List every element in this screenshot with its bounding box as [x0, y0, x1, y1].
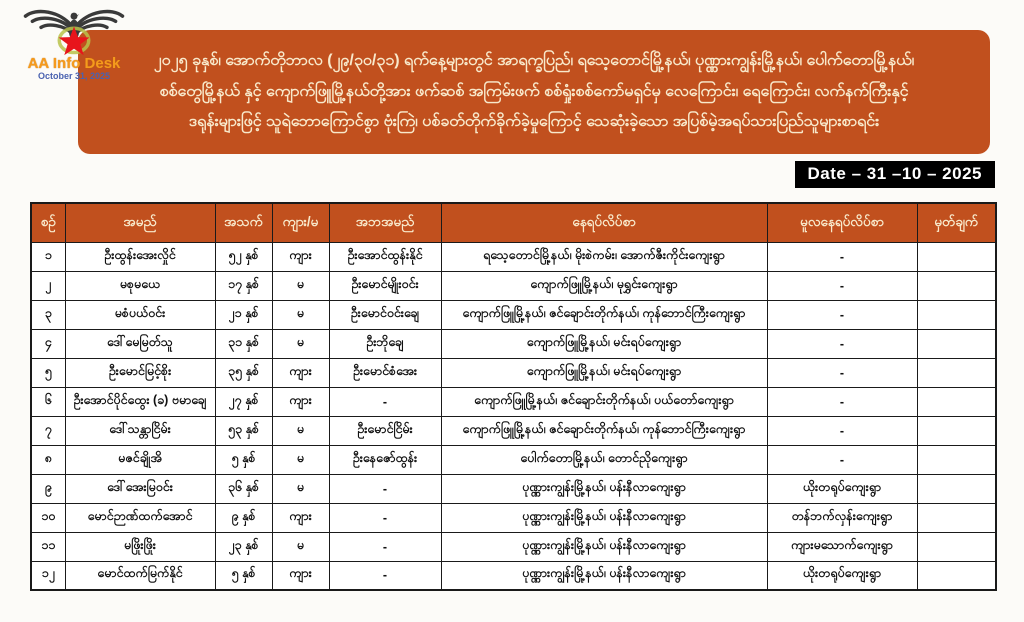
table-cell: ၂၁ နှစ် [215, 300, 272, 329]
table-cell: ပေါက်တောမြို့နယ်၊ တောင်ညိုကျေးရွာ [441, 445, 767, 474]
table-cell: တန်ဘက်လှန်းကျေးရွာ [767, 503, 917, 532]
table-cell: ၄ [31, 329, 65, 358]
table-cell: ၃၆ နှစ် [215, 474, 272, 503]
table-row [31, 329, 996, 358]
table-cell: ၂၃ နှစ် [215, 532, 272, 561]
table-cell: မ [272, 445, 329, 474]
table-cell: ကျား [272, 503, 329, 532]
table-cell: - [329, 387, 441, 416]
table-cell: ၂၇ နှစ် [215, 387, 272, 416]
table-row [31, 532, 996, 561]
table-cell: မ [272, 474, 329, 503]
table-cell: ဒေါ်အေးမြဝင်း [65, 474, 215, 503]
table-row [31, 271, 996, 300]
column-header: နေရပ်လိပ်စာ [441, 203, 767, 242]
table-cell: ဦးထွန်းအေးလှိုင် [65, 242, 215, 271]
table-cell [917, 358, 996, 387]
table-cell [917, 532, 996, 561]
table-body [31, 242, 996, 590]
table-row [31, 387, 996, 416]
table-row [31, 474, 996, 503]
column-header: အသက် [215, 203, 272, 242]
table-cell: မ [272, 271, 329, 300]
column-header: ကျား/မ [272, 203, 329, 242]
table-cell: ကျောက်ဖြူမြို့နယ်၊ ဇင်ချောင်းတိုက်နယ်၊ ပယ်တော်ကျေးရွာ [441, 387, 767, 416]
table-cell: မ [272, 532, 329, 561]
table-cell: ၅၂ နှစ် [215, 242, 272, 271]
table-cell: မစံပယ်ဝင်း [65, 300, 215, 329]
table-cell: ကျောက်ဖြူမြို့နယ်၊ မင်းရပ်ကျေးရွာ [441, 358, 767, 387]
table-cell: ၅ နှစ် [215, 561, 272, 590]
table-cell: ကျားမသောက်ကျေးရွာ [767, 532, 917, 561]
table-cell: မဇင်ချိုအိ [65, 445, 215, 474]
table-cell: ကျား [272, 561, 329, 590]
table-cell: - [767, 300, 917, 329]
column-header: မှတ်ချက် [917, 203, 996, 242]
table-cell: ဦးမောင်မြင့်စိုး [65, 358, 215, 387]
table-cell: မောင်ထက်မြက်နိုင် [65, 561, 215, 590]
column-header: စဉ် [31, 203, 65, 242]
table-cell: ဦးအောင်ပိုင်ထွေး (ခ) ဗမာချေ [65, 387, 215, 416]
table-cell: ကျား [272, 358, 329, 387]
table-cell: - [767, 242, 917, 271]
table-cell: ၈ [31, 445, 65, 474]
table-cell: ကျား [272, 387, 329, 416]
table-cell: ၁၁ [31, 532, 65, 561]
column-header: အဘအမည် [329, 203, 441, 242]
table-cell: - [329, 532, 441, 561]
table-cell: ဦးဘိုချေ [329, 329, 441, 358]
table-cell: - [767, 416, 917, 445]
table-cell: မစုမယေ [65, 271, 215, 300]
table-cell: မ [272, 329, 329, 358]
table-row [31, 416, 996, 445]
table-cell [917, 300, 996, 329]
table-cell: ၁ [31, 242, 65, 271]
table-cell: - [767, 271, 917, 300]
table-row [31, 300, 996, 329]
table-cell: ပုဏ္ဏားကျွန်းမြို့နယ်၊ ပန်းနီလာကျေးရွာ [441, 532, 767, 561]
banner-line: စစ်တွေမြို့နယ် နှင့် ကျောက်ဖြူမြို့နယ်တို့အား ဖက်ဆစ် အကြမ်းဖက် စစ်ရှုံးစစ်ကော်မရှင်မှ လေကြောင်း၊ ရေကြောင်း၊ လက်နက်ကြီးနှင့် [159, 82, 909, 100]
table-cell: ပုဏ္ဏားကျွန်းမြို့နယ်၊ ပန်းနီလာကျေးရွာ [441, 474, 767, 503]
logo-date-text: October 31, 2025 [37, 70, 111, 81]
table-cell: ၃၁ နှစ် [215, 329, 272, 358]
table-cell: ၁၂ [31, 561, 65, 590]
table-cell: ဦးနေဇော်ထွန်း [329, 445, 441, 474]
banner-line: ဒရုန်းများဖြင့် သူရဲဘောကြောင်စွာ ဗုံးကြဲ၊ ပစ်ခတ်တိုက်ခိုက်ခဲ့မှုကြောင့် သေဆုံးခဲ့သော အပြစ်မဲ့အရပ်သားပြည်သူများစာရင်း [188, 113, 880, 131]
table-cell: မဖြိုးဖြိုး [65, 532, 215, 561]
table-cell: ကျောက်ဖြူမြို့နယ်၊ ဇင်ချောင်းတိုက်နယ်၊ ကုန်ဘောင်ကြီးကျေးရွာ [441, 300, 767, 329]
column-header: မူလနေရပ်လိပ်စာ [767, 203, 917, 242]
table-cell: ကျောက်ဖြူမြို့နယ်၊ ဇင်ချောင်းတိုက်နယ်၊ ကုန်ဘောင်ကြီးကျေးရွာ [441, 416, 767, 445]
table-cell: ဦးမောင်စံအေး [329, 358, 441, 387]
table-cell: - [329, 561, 441, 590]
table-cell: ၉ နှစ် [215, 503, 272, 532]
table-cell: - [767, 358, 917, 387]
table-cell: ၁၇ နှစ် [215, 271, 272, 300]
title-banner [78, 30, 990, 154]
table-row [31, 242, 996, 271]
table-cell: မောင်ဉာဏ်ထက်အောင် [65, 503, 215, 532]
table-cell [917, 416, 996, 445]
table-cell: ၇ [31, 416, 65, 445]
table-cell: မ [272, 416, 329, 445]
table-row [31, 561, 996, 590]
table-cell: မ [272, 300, 329, 329]
table-cell: ၅ [31, 358, 65, 387]
table-cell: ၆ [31, 387, 65, 416]
table-row [31, 445, 996, 474]
eagle-with-star-icon [20, 4, 128, 56]
table-row [31, 358, 996, 387]
table-row [31, 503, 996, 532]
table-cell: - [767, 445, 917, 474]
casualty-table [30, 202, 997, 591]
logo-title: AA Info Desk [27, 55, 121, 72]
table-cell: - [767, 329, 917, 358]
table-cell [917, 271, 996, 300]
table-cell [917, 329, 996, 358]
banner-line: ၂၀၂၅ ခုနှစ်၊ အောက်တိုဘာလ (၂၉/၃၀/၃၁) ရက်နေ့များတွင် အာရက္ခပြည်၊ ရသေ့တောင်မြို့နယ်၊ ပုဏ္ဏားကျွန်းမြို့နယ်၊ ပေါက်တောမြို့နယ်၊ [153, 51, 915, 69]
table-cell: ဒေါ်မေမြတ်သူ [65, 329, 215, 358]
table-cell: ဦးအောင်ထွန်းနိုင် [329, 242, 441, 271]
table-cell: - [329, 503, 441, 532]
table-cell: ကျောက်ဖြူမြို့နယ်၊ မုရွှင်းကျေးရွာ [441, 271, 767, 300]
table-cell: ၂ [31, 271, 65, 300]
table-cell: ယိုးတရုပ်ကျေးရွာ [767, 561, 917, 590]
table-header [31, 203, 996, 242]
table-cell: ဦးမောင်ငြိမ်း [329, 416, 441, 445]
table-cell: ၉ [31, 474, 65, 503]
table-cell: ၃၅ နှစ် [215, 358, 272, 387]
table-cell: ၃ [31, 300, 65, 329]
table-cell: ၁၀ [31, 503, 65, 532]
table-cell: - [329, 474, 441, 503]
table-cell: ရသေ့တောင်မြို့နယ်၊ မိုးစဲကမ်း၊ အောက်ဇီးကိုင်းကျေးရွာ [441, 242, 767, 271]
table-cell [917, 474, 996, 503]
table-cell [917, 387, 996, 416]
table-cell [917, 445, 996, 474]
table-cell: ဦးမောင်ဝင်းချေ [329, 300, 441, 329]
table-cell: ကျား [272, 242, 329, 271]
table-cell: ၅ နှစ် [215, 445, 272, 474]
table-cell: ၅၃ နှစ် [215, 416, 272, 445]
table-cell [917, 242, 996, 271]
table-cell [917, 561, 996, 590]
table-cell: - [767, 387, 917, 416]
table-cell: ပုဏ္ဏားကျွန်းမြို့နယ်၊ ပန်းနီလာကျေးရွာ [441, 503, 767, 532]
table-container [30, 202, 995, 591]
table-cell: ယိုးတရုပ်ကျေးရွာ [767, 474, 917, 503]
date-badge: Date – 31 –10 – 2025 [795, 161, 995, 188]
aa-info-desk-logo [12, 4, 136, 81]
table-cell: ကျောက်ဖြူမြို့နယ်၊ မင်းရပ်ကျေးရွာ [441, 329, 767, 358]
table-cell [917, 503, 996, 532]
table-cell: ပုဏ္ဏားကျွန်းမြို့နယ်၊ ပန်းနီလာကျေးရွာ [441, 561, 767, 590]
column-header: အမည် [65, 203, 215, 242]
table-cell: ဦးမောင်မျိုးဝင်း [329, 271, 441, 300]
table-cell: ဒေါ်သန္တာငြိမ်း [65, 416, 215, 445]
